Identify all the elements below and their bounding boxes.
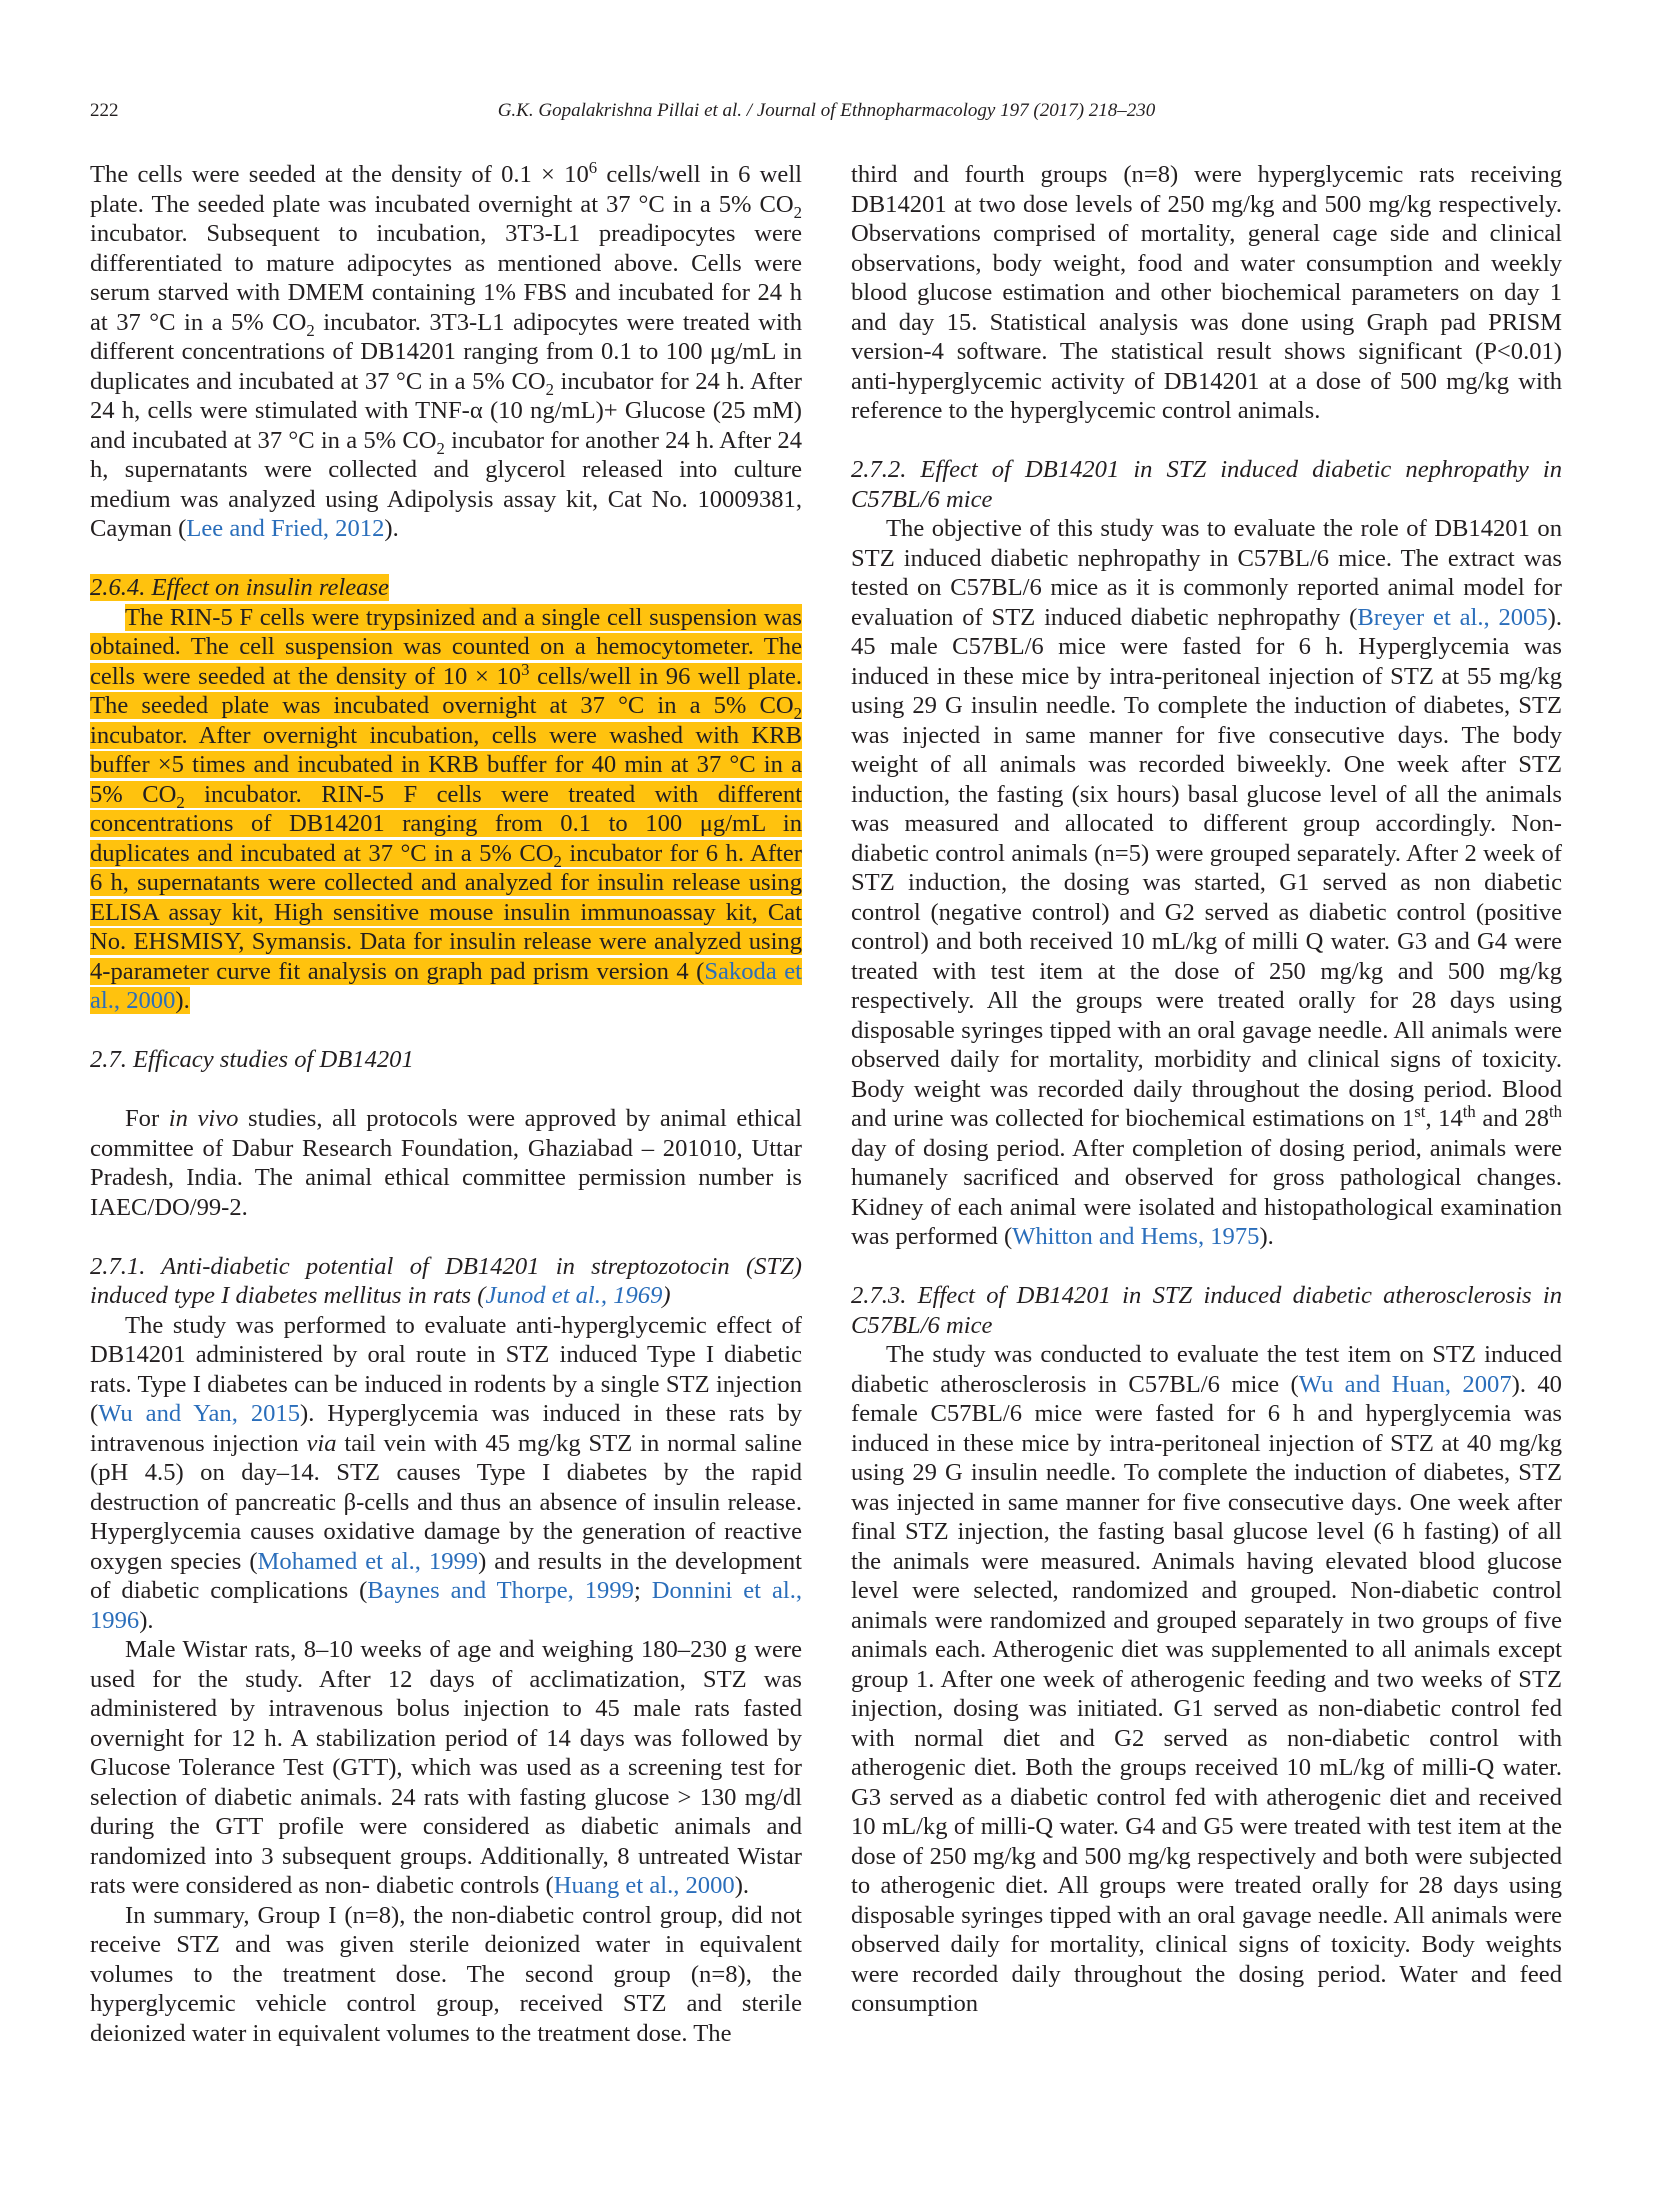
section-heading-2-7-1: 2.7.1. Anti-diabetic potential of DB14201 in streptozotocin (STZ) induced type I diabetes mellitus in rats (Junod et al., 1969): [90, 1252, 802, 1309]
citation-link[interactable]: Mohamed et al., 1999: [257, 1547, 479, 1575]
citation-link[interactable]: Breyer et al., 2005: [1357, 603, 1548, 631]
citation-link[interactable]: Wu and Yan, 2015: [98, 1400, 301, 1427]
journal-citation: G.K. Gopalakrishna Pillai et al. / Journal of Ethnopharmacology 197 (2017) 218–230: [497, 100, 1156, 121]
citation-link[interactable]: Lee and Fried, 2012: [186, 515, 385, 542]
paragraph-insulin-release: The RIN-5 F cells were trypsinized and a single cell suspension was obtained. The cell suspension was counted on a hemocytometer. The cells were seeded at the density of $10 \times 10^3$ cells/well in 96 well plate. The seeded plate was incubated overnight at 37 °C in a 5% $CO_2$ incubator. After overnight incubation, cells were washed with KRB buffer ×5 times and incubated in KRB buffer for 40 min at 37 °C in a 5% $CO_2$ incubator. RIN-5 F cells were treated with different concentrations of DB14201 ranging from 0.1 to 100 μg/mL in duplicates and incubated at 37 °C in a 5% $CO_2$ incubator for 6 h. After 6 h, supernatants were collected and analyzed for insulin release using ELISA assay kit, High sensitive mouse insulin immunoassay kit, Cat No. EHSMISY, Symansis. Data for insulin release were analyzed using 4-parameter curve fit analysis on graph pad prism version 4 (Sakoda et al., 2000).: [90, 603, 803, 1014]
page-number: 222: [90, 100, 119, 121]
paragraph-summary: In summary, Group I (n=8), the non-diabetic control group, did not receive STZ and was given sterile deionized water in equivalent volumes to the treatment dose. The second group (n=8), the hyperglycemic vehicle control group, received STZ and sterile deionized water in equivalent volumes to the treatment dose. The: [90, 1901, 802, 2047]
section-heading-2-7: 2.7. Efficacy studies of DB14201: [90, 1046, 414, 1073]
citation-link[interactable]: Whitton and Hems, 1975: [1012, 1223, 1260, 1250]
paragraph-wistar-rats: Male Wistar rats, 8–10 weeks of age and weighing 180–230 g were used for the study. After 12 days of acclimatization, STZ was administered by intravenous bolus injection to 45 male rats fasted overnight for 12 h. A stabilization period of 14 days was followed by Glucose Tolerance Test (GTT), which was used as a screening test for selection of diabetic animals. 24 rats with fasting glucose > 130 mg/dl during the GTT profile were considered as diabetic animals and randomized into 3 subsequent groups. Additionally, 8 untreated Wistar rats were considered as non- diabetic controls (Huang et al., 2000).: [90, 1636, 802, 1899]
citation-link[interactable]: Huang et al., 2000: [553, 1872, 735, 1899]
paragraph-nephropathy: The objective of this study was to evaluate the role of DB14201 on STZ induced diabetic nephropathy in C57BL/6 mice. The extract was tested on C57BL/6 mice as it is commonly reported animal model for evaluation of STZ induced diabetic nephropathy (Breyer et al., 2005). 45 male C57BL/6 mice were fasted for 6 h. Hyperglycemia was induced in these mice by intra-peritoneal injection of STZ at 55 mg/kg using 29 G insulin needle. To complete the induction of diabetes, STZ was injected in same manner for five consecutive days. The body weight of all animals was recorded biweekly. One week after STZ induction, the fasting (six hours) basal glucose level of all the animals was measured and allocated to different group accordingly. Non-diabetic control animals (n=5) were grouped separately. After 2 week of STZ induction, the dosing was started, G1 served as non diabetic control (negative control) and G2 served as diabetic control (positive control) and both received 10 mL/kg of milli Q water. G3 and G4 were treated with test item at the dose of 250 mg/kg and 500 mg/kg respectively. All the groups were treated orally for 28 days using disposable syringes tipped with an oral gavage needle. All animals were observed daily for mortality, morbidity and clinical signs of toxicity. Body weight was recorded daily throughout the dosing period. Blood and urine was collected for biochemical estimations on 1st, 14th and 28th day of dosing period. After completion of dosing period, animals were humanely sacrificed and observed for gross pathological changes. Kidney of each animal were isolated and histopathological examination was performed (Whitton and Hems, 1975).: [851, 515, 1563, 1250]
paragraph-adipolysis: The cells were seeded at the density of $0.1 \times 10^6$ cells/well in 6 well plate. The seeded plate was incubated overnight at 37 °C in a 5% $CO_2$ incubator. Subsequent to incubation, 3T3-L1 preadipocytes were differentiated to mature adipocytes as mentioned above. Cells were serum starved with DMEM containing 1% FBS and incubated for 24 h at 37 °C in a 5% $CO_2$ incubator. 3T3-L1 adipocytes were treated with different concentrations of DB14201 ranging from 0.1 to 100 μg/mL in duplicates and incubated at 37 °C in a 5% $CO_2$ incubator for 24 h. After 24 h, cells were stimulated with TNF-α (10 ng/mL)+ Glucose (25 mM) and incubated at 37 °C in a 5% $CO_2$ incubator for another 24 h. After 24 h, supernatants were collected and glycerol released into culture medium was analyzed using Adipolysis assay kit, Cat No. 10009381, Cayman (Lee and Fried, 2012).: [90, 157, 803, 542]
citation-link[interactable]: Wu and Huan, 2007: [1298, 1370, 1512, 1398]
section-heading-2-7-3: 2.7.3. Effect of DB14201 in STZ induced diabetic atherosclerosis in C57BL/6 mice: [851, 1282, 1562, 1339]
paragraph-ethics: For in vivo studies, all protocols were approved by animal ethical committee of Dabur Research Foundation, Ghaziabad – 201010, Uttar Pradesh, India. The animal ethical committee permission number is IAEC/DO/99-2.: [90, 1105, 802, 1221]
citation-link[interactable]: Baynes and Thorpe, 1999: [367, 1577, 634, 1604]
paragraph-groups: third and fourth groups (n=8) were hyperglycemic rats receiving DB14201 at two dose levels of 250 mg/kg and 500 mg/kg respectively. Observations comprised of mortality, general cage side and clinical observations, body weight, food and water consumption and weekly blood glucose estimation and other biochemical parameters on day 1 and day 15. Statistical analysis was done using Graph pad PRISM version-4 software. The statistical result shows significant (P<0.01) anti-hyperglycemic activity of DB14201 at a dose of 500 mg/kg with reference to the hyperglycemic control animals.: [851, 161, 1562, 424]
citation-link[interactable]: Donnini et al., 1996: [90, 1577, 802, 1634]
running-header: [90, 100, 1563, 130]
paragraph-stz-rats: The study was performed to evaluate anti-hyperglycemic effect of DB14201 administered by oral route in STZ induced Type I diabetic rats. Type I diabetes can be induced in rodents by a single STZ injection (Wu and Yan, 2015). Hyperglycemia was induced in these rats by intravenous injection via tail vein with 45 mg/kg STZ in normal saline (pH 4.5) on day–14. STZ causes Type I diabetes by the rapid destruction of pancreatic β-cells and thus an absence of insulin release. Hyperglycemia causes oxidative damage by the generation of reactive oxygen species (Mohamed et al., 1999) and results in the development of diabetic complications (Baynes and Thorpe, 1999; Donnini et al., 1996).: [90, 1311, 802, 1634]
citation-link[interactable]: Junod et al., 1969: [485, 1282, 663, 1309]
right-column: [851, 160, 1562, 2019]
paragraph-atherosclerosis: The study was conducted to evaluate the test item on STZ induced diabetic atherosclerosis in C57BL/6 mice (Wu and Huan, 2007). 40 female C57BL/6 mice were fasted for 6 h and hyperglycemia was induced in these mice by intra-peritoneal injection of STZ at 40 mg/kg using 29 G insulin needle. To complete the induction of diabetes, STZ was injected in same manner for five consecutive days. One week after final STZ injection, the fasting basal glucose level (6 h fasting) of all the animals were measured. Animals having elevated blood glucose level were selected, randomized and grouped. Non-diabetic control animals were randomized and grouped separately in two groups of five animals each. Atherogenic diet was supplemented to all animals except group 1. After one week of atherogenic feeding and two weeks of STZ injection, dosing was initiated. G1 served as non-diabetic control fed with normal diet and G2 served as non-diabetic control with atherogenic diet. Both the groups received 10 mL/kg of milli-Q water. G3 served as a diabetic control fed with atherogenic diet and received 10 mL/kg of milli-Q water. G4 and G5 were treated with test item at the dose of 250 mg/kg and 500 mg/kg respectively and both were subjected to atherogenic diet. All groups were treated orally for 28 days using disposable syringes tipped with an oral gavage needle. All animals were observed daily for mortality, clinical signs of toxicity. Body weights were recorded daily throughout the dosing period. Water and feed consumption: [851, 1341, 1562, 2017]
section-heading-2-6-4: 2.6.4. Effect on insulin release: [90, 574, 389, 601]
section-heading-2-7-2: 2.7.2. Effect of DB14201 in STZ induced diabetic nephropathy in C57BL/6 mice: [851, 456, 1562, 513]
citation-link[interactable]: Sakoda et al., 2000: [90, 957, 802, 1014]
left-column: [90, 157, 803, 2048]
